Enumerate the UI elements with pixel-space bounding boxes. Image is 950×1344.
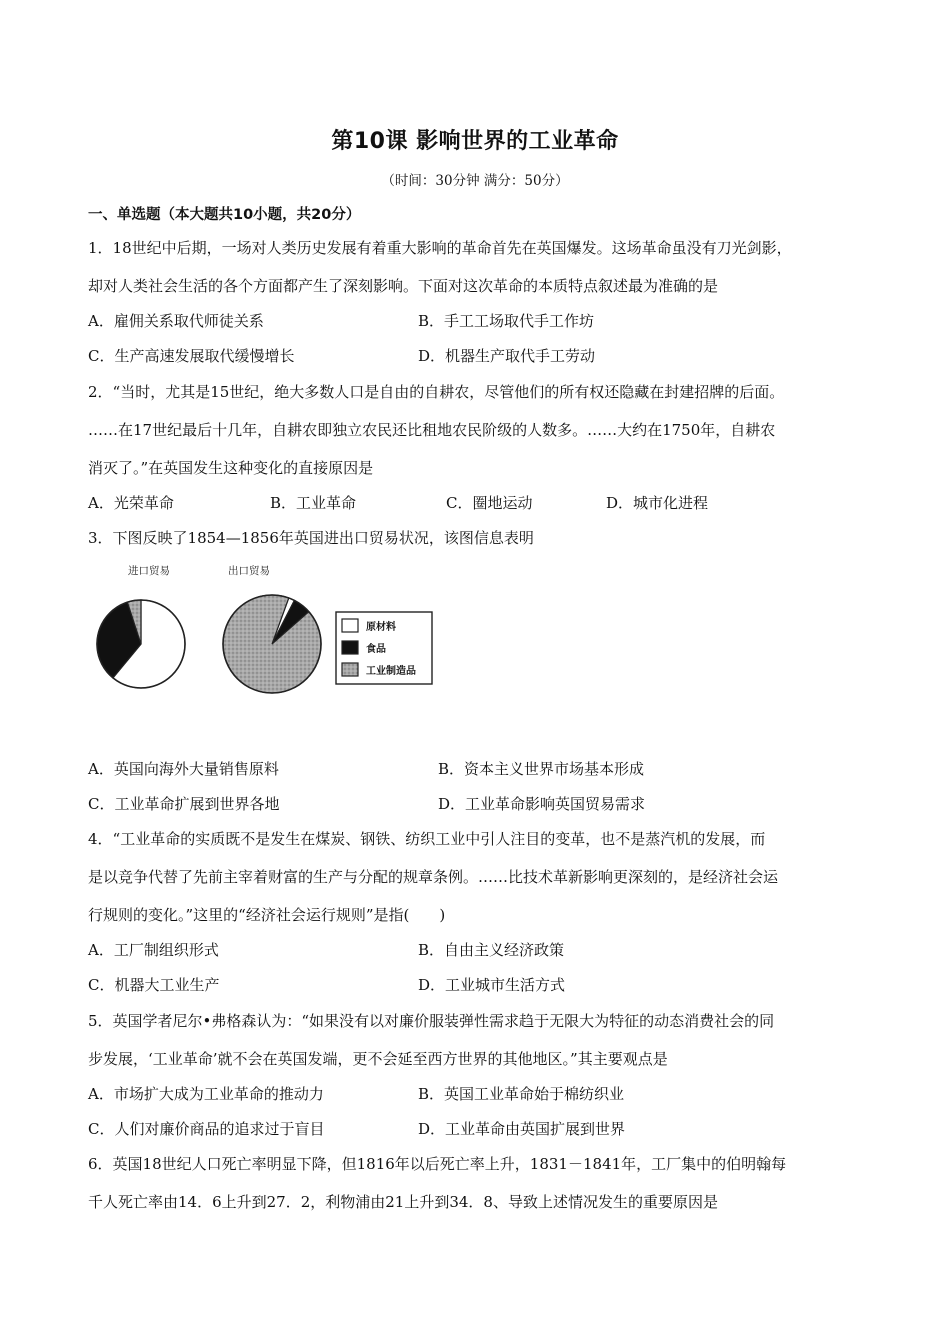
pie-title-import: 进口贸易 [128, 565, 170, 577]
q2-stem-line3: 消灭了。”在英国发生这种变化的直接原因是 [88, 459, 374, 477]
legend-swatch-food [342, 641, 358, 654]
import-pie [97, 600, 185, 688]
legend-swatch-raw-materials [342, 619, 358, 632]
chart-legend [336, 612, 432, 684]
q4-option-c: C．机器大工业生产 [88, 976, 220, 994]
export-pie [223, 595, 321, 693]
q5-stem-line2: 步发展，‘工业革命’就不会在英国发端，更不会延至西方世界的其他地区。”其主要观点是 [88, 1050, 668, 1068]
section-heading: 一、单选题（本大题共10小题，共20分） [88, 207, 361, 223]
q2-option-c: C．圈地运动 [446, 494, 533, 512]
trade-pie-svg [96, 560, 456, 710]
q1-stem-line2: 却对人类社会生活的各个方面都产生了深刻影响。下面对这次革命的本质特点叙述最为准确的是 [88, 277, 719, 295]
exam-info: （时间：30分钟 满分：50分） [381, 173, 569, 189]
q6-stem-line2: 千人死亡率由14．6上升到27．2，利物浦由21上升到34．8、导致上述情况发生的重要原因是 [88, 1193, 718, 1211]
trade-pie-charts [96, 560, 456, 710]
page-title: 第10课 影响世界的工业革命 [331, 129, 619, 154]
q1-option-a: A．雇佣关系取代师徒关系 [88, 312, 264, 330]
q4-option-a: A．工厂制组织形式 [88, 941, 219, 959]
legend-swatch-manufactures [342, 663, 358, 676]
q4-option-d: D．工业城市生活方式 [418, 976, 566, 994]
q3-option-a: A．英国向海外大量销售原料 [88, 760, 279, 778]
q2-stem-line2: ……在17世纪最后十几年，自耕农即独立农民还比租地农民阶级的人数多。……大约在1750年，自耕农 [88, 421, 776, 439]
q6-stem-line1: 6．英国18世纪人口死亡率明显下降，但1816年以后死亡率上升，1831－1841年，工厂集中的伯明翰每 [88, 1155, 787, 1173]
q5-stem-line1: 5．英国学者尼尔•弗格森认为：“如果没有以对廉价服装弹性需求趋于无限大为特征的动态消费社会的同 [88, 1012, 775, 1030]
q5-option-d: D．工业革命由英国扩展到世界 [418, 1120, 626, 1138]
q2-option-b: B．工业革命 [270, 494, 357, 512]
q1-stem-line1: 1．18世纪中后期，一场对人类历史发展有着重大影响的革命首先在英国爆发。这场革命虽没有刀光剑影， [88, 239, 792, 257]
pie-title-export: 出口贸易 [228, 565, 270, 577]
q3-option-d: D．工业革命影响英国贸易需求 [438, 795, 646, 813]
q2-option-d: D．城市化进程 [606, 494, 709, 512]
q1-option-d: D．机器生产取代手工劳动 [418, 347, 596, 365]
q2-stem-line1: 2．“当时，尤其是15世纪，绝大多数人口是自由的自耕农，尽管他们的所有权还隐藏在封建招牌的后面。 [88, 383, 785, 401]
legend-label-food: 食品 [366, 644, 386, 655]
q2-option-a: A．光荣革命 [88, 494, 174, 512]
q3-option-b: B．资本主义世界市场基本形成 [438, 760, 645, 778]
q4-stem-line2: 是以竞争代替了先前主宰着财富的生产与分配的规章条例。……比技术革新影响更深刻的，是经济社会运 [88, 868, 779, 886]
q4-option-b: B．自由主义经济政策 [418, 941, 565, 959]
q5-option-c: C．人们对廉价商品的追求过于盲目 [88, 1120, 325, 1138]
q3-stem-line1: 3．下图反映了1854—1856年英国进出口贸易状况，该图信息表明 [88, 529, 534, 547]
q5-option-b: B．英国工业革命始于棉纺织业 [418, 1085, 625, 1103]
q1-option-b: B．手工工场取代手工作坊 [418, 312, 595, 330]
q4-stem-line1: 4．“工业革命的实质既不是发生在煤炭、钢铁、纺织工业中引人注目的变革，也不是蒸汽机的发展，而 [88, 830, 766, 848]
q1-option-c: C．生产高速发展取代缓慢增长 [88, 347, 295, 365]
q4-stem-line3: 行规则的变化。”这里的“经济社会运行规则”是指( ) [88, 906, 446, 924]
q5-option-a: A．市场扩大成为工业革命的推动力 [88, 1085, 324, 1103]
q3-option-c: C．工业革命扩展到世界各地 [88, 795, 280, 813]
legend-label-manufactures: 工业制造品 [366, 666, 416, 677]
legend-label-raw-materials: 原材料 [366, 622, 396, 633]
